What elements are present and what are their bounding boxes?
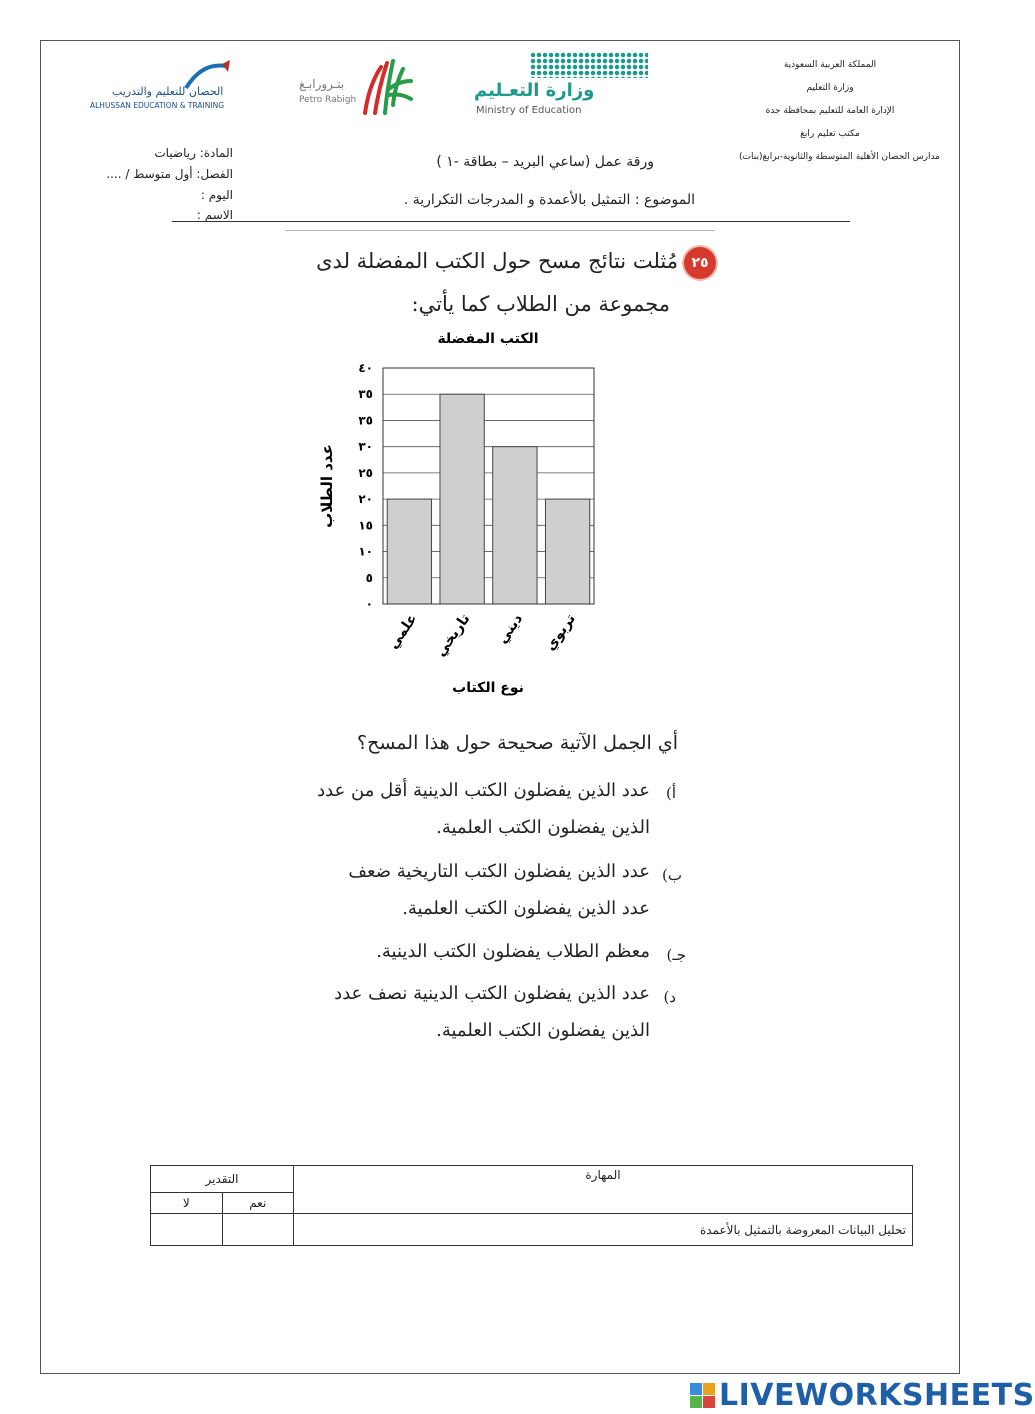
y-tick-label: ٢٠	[358, 492, 373, 507]
x-tick-label: تربوي	[542, 611, 579, 654]
y-axis-label: عدد الطلاب	[318, 444, 336, 528]
y-tick-label: ٢٥	[358, 465, 373, 480]
option-text-line-1: عدد الذين يفضلون الكتب التاريخية ضعف	[348, 861, 650, 882]
alhussan-logo-arabic: الحصان للتعليم والتدريب	[112, 85, 224, 98]
petro-logo-english: Petro Rabigh	[299, 95, 357, 105]
petro-logo-arabic: بتـرورابـغ	[299, 77, 345, 91]
y-tick-label: ٠	[365, 597, 373, 611]
option-text-line-2: الذين يفضلون الكتب العلمية.	[436, 817, 650, 838]
org-line: مدارس الحصان الأهلية المتوسطة والثانوية-برابغ(بنات)	[739, 152, 940, 162]
y-tick-label: ١٥	[358, 518, 373, 533]
petro-rabigh-logo	[295, 55, 415, 115]
name-field[interactable]: الاسم :	[196, 208, 233, 222]
x-tick-label: علمي	[385, 611, 421, 653]
petro-rabigh-icon	[355, 55, 415, 115]
org-line: مكتب تعليم رابغ	[800, 129, 860, 139]
moe-logo-arabic: وزارة التعـليم	[474, 80, 595, 101]
yes-header: نعم	[222, 1193, 294, 1214]
header-divider	[172, 221, 850, 222]
bar-1	[387, 499, 431, 604]
bar-3	[493, 447, 537, 604]
x-axis-label: نوع الكتاب	[452, 680, 524, 696]
org-block	[720, 54, 940, 162]
y-tick-label: ٣٠	[358, 439, 373, 454]
no-header: لا	[151, 1193, 223, 1214]
question-text-line-1: مُثلت نتائج مسح حول الكتب المفضلة لدى	[316, 249, 678, 273]
y-tick-label: ١٠	[358, 544, 373, 559]
rating-header: التقدير	[151, 1166, 294, 1193]
option-letter: جـ)	[666, 946, 686, 964]
moe-dots-icon	[530, 52, 648, 78]
subject-label: المادة: رياضيات	[154, 146, 233, 160]
chart-title: الكتب المفضلة	[437, 331, 539, 347]
class-label: الفصل: أول متوسط / ....	[106, 167, 233, 181]
option-text-line-2: عدد الذين يفضلون الكتب العلمية.	[402, 898, 650, 919]
option-text-line-2: الذين يفضلون الكتب العلمية.	[436, 1020, 650, 1041]
bar-4	[545, 499, 589, 604]
liveworksheets-grid-icon	[690, 1383, 715, 1408]
option-text-line-1: عدد الذين يفضلون الكتب الدينية أقل من عدد	[317, 780, 650, 801]
y-tick-label: ٣٥	[358, 387, 373, 402]
bar-2	[440, 394, 484, 604]
day-field[interactable]: اليوم :	[200, 188, 233, 202]
option-letter: د)	[663, 988, 676, 1006]
skill-rubric-table	[150, 1165, 913, 1246]
liveworksheets-logo	[690, 1377, 1035, 1413]
no-cell[interactable]	[151, 1214, 223, 1246]
org-line: وزارة التعليم	[806, 83, 854, 93]
org-line: الإدارة العامة للتعليم بمحافظة جدة	[765, 106, 895, 116]
question-text-line-2: مجموعة من الطلاب كما يأتي:	[411, 292, 670, 316]
x-tick-label: ديني	[494, 611, 527, 647]
bar-chart	[300, 320, 620, 710]
org-line: المملكة العربية السعودية	[783, 60, 877, 70]
skill-header: المهارة	[294, 1166, 913, 1214]
y-tick-label: ٥	[365, 570, 373, 585]
question-prompt: أي الجمل الآتية صحيحة حول هذا المسح؟	[357, 732, 678, 754]
option-text-line-1: معظم الطلاب يفضلون الكتب الدينية.	[376, 941, 650, 962]
alhussan-logo-english: ALHUSSAN EDUCATION & TRAINING	[90, 101, 225, 110]
x-tick-label: تاريخي	[432, 611, 474, 660]
worksheet-title: ورقة عمل (ساعي البريد – بطاقة -١ )	[436, 154, 654, 170]
option-letter: أ)	[665, 784, 676, 802]
y-tick-label: ٤٠	[358, 361, 373, 375]
skill-cell: تحليل البيانات المعروضة بالتمثيل بالأعمدة	[294, 1214, 913, 1246]
ministry-of-education-logo	[470, 50, 650, 120]
question-number-badge: ٢٥	[684, 247, 716, 279]
option-text-line-1: عدد الذين يفضلون الكتب الدينية نصف عدد	[334, 983, 650, 1004]
y-tick-label: ٣٥	[358, 413, 373, 428]
content-divider	[285, 230, 715, 231]
option-letter: ب)	[662, 866, 682, 884]
topic-line: الموضوع : التمثيل بالأعمدة و المدرجات التكرارية .	[403, 192, 695, 208]
yes-cell[interactable]	[222, 1214, 294, 1246]
alhussan-logo	[90, 60, 235, 115]
liveworksheets-brand: LIVEWORKSHEETS	[719, 1377, 1035, 1413]
moe-logo-english: Ministry of Education	[476, 105, 582, 116]
